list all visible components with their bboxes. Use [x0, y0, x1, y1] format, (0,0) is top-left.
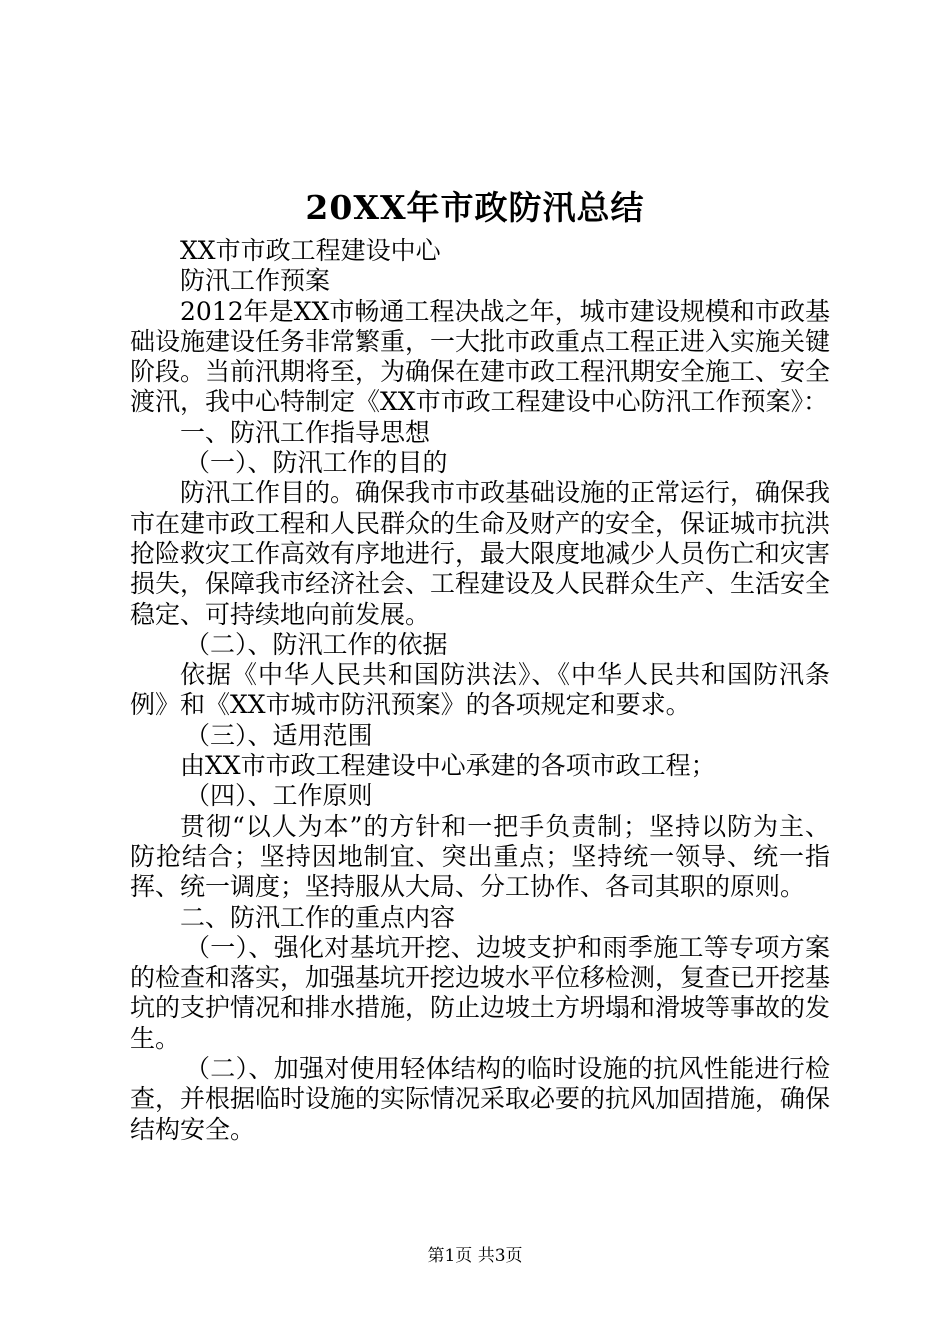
- subsection-heading-1-2: （二）、防汛工作的依据: [185, 629, 448, 659]
- subsection-heading-1-1: （一）、防汛工作的目的: [185, 448, 448, 478]
- paragraph-plan-name: 防汛工作预案: [180, 266, 331, 296]
- paragraph-purpose: 防汛工作目的。确保我市市政基础设施的正常运行，确保我市在建市政工程和人民群众的生命及财产的安全，保证城市抗洪抢险救灾工作高效有序地进行，最大限度地减少人员伤亡和灾害损失，保障我市经济社会、工程建设及人民群众生产、生活安全稳定、可持续地向前发展。: [130, 478, 831, 629]
- paragraph-scope: 由XX市市政工程建设中心承建的各项市政工程；: [180, 751, 716, 781]
- section-heading-1: 一、防汛工作指导思想: [180, 417, 431, 447]
- paragraph-key-point-1: （一）、强化对基坑开挖、边坡支护和雨季施工等专项方案的检查和落实，加强基坑开挖边坡水平位移检测，复查已开挖基坑的支护情况和排水措施，防止边坡土方坍塌和滑坡等事故的发生。: [130, 932, 831, 1053]
- subsection-heading-1-3: （三）、适用范围: [185, 720, 373, 750]
- document-body: [130, 236, 830, 1145]
- paragraph-org: XX市市政工程建设中心: [180, 236, 441, 265]
- paragraph-principles: 贯彻“以人为本”的方针和一把手负责制；坚持以防为主、防抢结合；坚持因地制宜、突出重点；坚持统一领导、统一指挥、统一调度；坚持服从大局、分工协作、各司其职的原则。: [130, 811, 830, 902]
- paragraph-key-point-2: （二）、加强对使用轻体结构的临时设施的抗风性能进行检查，并根据临时设施的实际情况采取必要的抗风加固措施，确保结构安全。: [130, 1054, 831, 1144]
- document-title: 20XX年市政防汛总结: [305, 188, 645, 227]
- section-heading-2: 二、防汛工作的重点内容: [180, 902, 456, 932]
- page-footer: 第1页 共3页: [427, 1246, 523, 1266]
- paragraph-intro: 2012年是XX市畅通工程决战之年，城市建设规模和市政基础设施建设任务非常繁重，一大批市政重点工程正进入实施关键阶段。当前汛期将至，为确保在建市政工程汛期安全施工、安全渡汛，我中心特制定《XX市市政工程建设中心防汛工作预案》：: [130, 296, 831, 417]
- paragraph-basis: 依据《中华人民共和国防洪法》、《中华人民共和国防汛条例》和《XX市城市防汛预案》的各项规定和要求。: [130, 660, 830, 720]
- subsection-heading-1-4: （四）、工作原则: [185, 781, 373, 811]
